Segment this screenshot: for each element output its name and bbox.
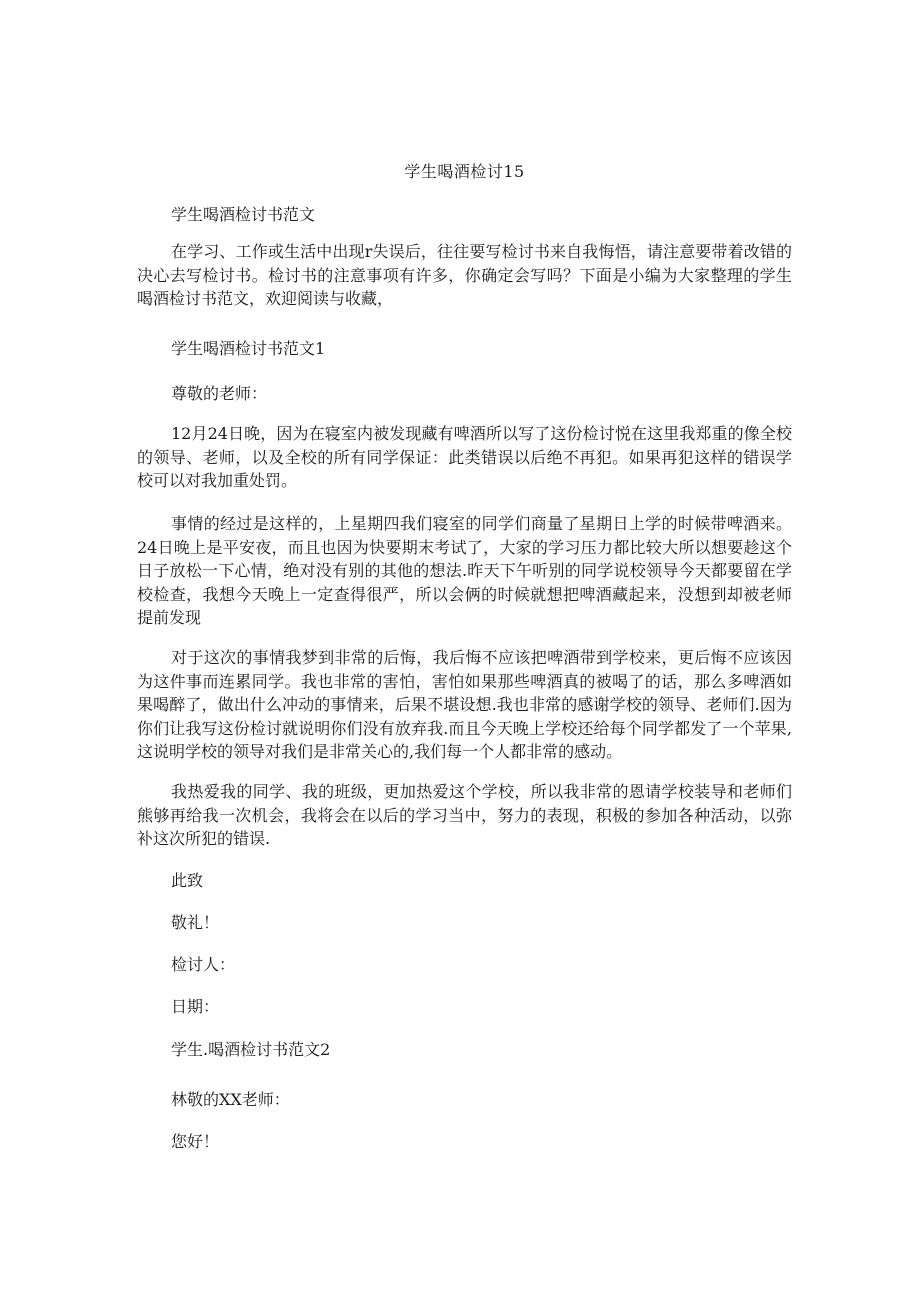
sample2-heading: 学生.喝酒检讨书范文2 (171, 1040, 331, 1059)
closing-line-1: 此致 (171, 871, 204, 890)
sample1-paragraph-3: 对于这次的事情我梦到非常的后悔，我后悔不应该把啤酒带到学校来，更后悔不应该因为这件事而连累同学。我也非常的害怕，害怕如果那些啤酒真的被喝了的话，那么多啤酒如果喝醉了，做出什么冲动的事情来，后果不堪设想.我也非常的感谢学校的领导、老师们.因为你们让我写这份检讨就说明你们没有放弃我.而且今天晚上学校还给每个同学都发了一个苹果,这说明学校的领导对我们是非常关心的,我们每一个人都非常的感动。 (137, 648, 792, 761)
sample1-heading: 学生喝酒检讨书范文1 (171, 339, 326, 358)
intro-paragraph: 在学习、工作或生活中出现r失误后，往往要写检讨书来自我悔悟，请注意要带着改错的决心去写检讨书。检讨书的注意事项有许多，你确定会写吗？下面是小编为大家整理的学生喝酒检讨书范文，欢迎阅读与收藏， (137, 242, 792, 308)
sample2-salutation: 林敬的XX老师： (171, 1090, 290, 1109)
sample2-greeting: 您好！ (171, 1132, 220, 1151)
document-title: 学生喝酒检讨15 (404, 162, 525, 181)
sample1-paragraph-2: 事情的经过是这样的，上星期四我们寝室的同学们商量了星期日上学的时候带啤酒来。24日晚上是平安夜，而且也因为快要期末考试了，大家的学习压力都比较大所以想要趁这个日子放松一下心情，绝对没有别的其他的想法.昨天下午听别的同学说校领导今天都要留在学校检查，我想今天晚上一定查得很严，所以会俩的时候就想把啤酒藏起来，没想到却被老师提前发现 (137, 514, 792, 627)
closing-line-2: 敬礼！ (171, 913, 220, 932)
sample1-salutation: 尊敬的老师： (171, 384, 268, 403)
signer-label: 检讨人： (171, 955, 236, 974)
sample1-paragraph-1: 12月24日晚，因为在寝室内被发现藏有啤酒所以写了这份检讨悦在这里我郑重的像全校的领导、老师，以及全校的所有同学保证：此类错误以后绝不再犯。如果再犯这样的错误学校可以对我加重处罚。 (137, 424, 792, 490)
sample1-paragraph-4: 我热爱我的同学、我的班级，更加热爱这个学校，所以我非常的恩请学校装导和老师们熊够再给我一次机会，我将会在以后的学习当中，努力的表现，积极的参加各种活动，以弥补这次所犯的错误. (137, 782, 792, 848)
subtitle: 学生喝酒检讨书范文 (171, 205, 316, 224)
date-label: 日期： (171, 997, 220, 1016)
